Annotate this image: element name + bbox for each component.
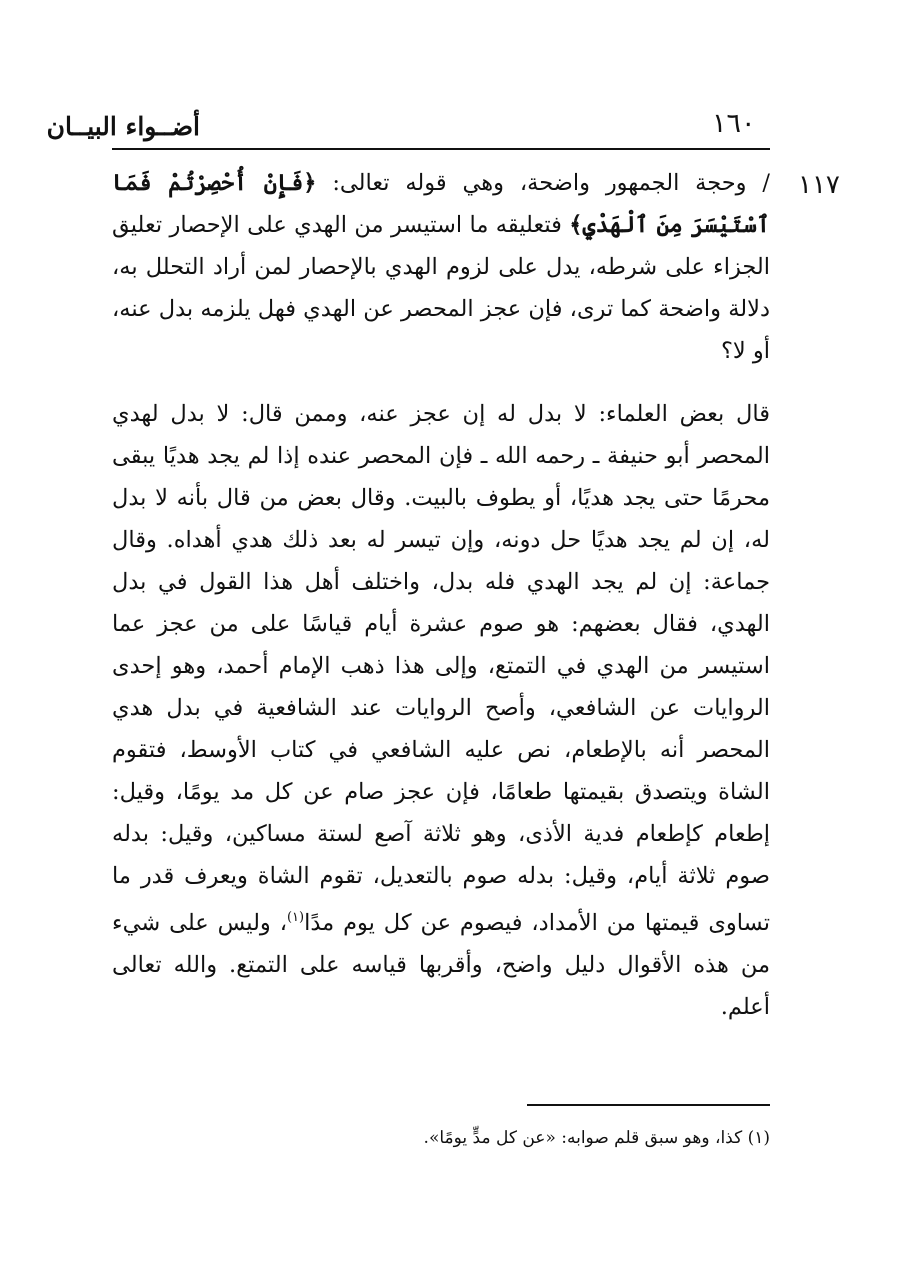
page-number: ١٦٠: [712, 108, 756, 139]
paragraph-1-rest: فتعليقه ما استيسر من الهدي على الإحصار تعليق الجزاء على شرطه، يدل على لزوم الهدي بالإحصار لمن أراد التحلل به، دلالة واضحة كما ترى، فإن عجز المحصر عن الهدي فهل يلزمه بدل عنه، أو لا؟: [112, 212, 770, 364]
running-header-title: أضــواء البيــان: [46, 112, 200, 141]
paragraph-2: [112, 393, 770, 1028]
footnote-divider: [527, 1104, 770, 1106]
quran-quote: ﴿فَإِنْ أُحْصِرْتُمْ فَمَا ٱسْتَيْسَرَ مِنَ ٱلْهَدْيِ﴾: [112, 170, 770, 238]
paragraph-2-text: قال بعض العلماء: لا بدل له إن عجز عنه، وممن قال: لا بدل لهدي المحصر أبو حنيفة ـ رحمه الله ـ فإن المحصر عنده إذا لم يجد هديًا يبقى محرمًا حتى يجد هديًا، أو يطوف بالبيت. وقال بعض من قال بأنه لا بدل له، إن لم يجد هديًا حل دونه، وإن تيسر له بعد ذلك هدي أهداه. وقال جماعة: إن لم يجد الهدي فله بدل، واختلف أهل هذا القول في بدل الهدي، فقال بعضهم: هو صوم عشرة أيام قياسًا على من عجز عما استيسر من الهدي في التمتع، وإلى هذا ذهب الإمام أحمد، وهو إحدى الروايات عن الشافعي، وأصح الروايات عند الشافعية في بدل هدي المحصر أنه بالإطعام، نص عليه الشافعي في كتاب الأوسط، فتقوم الشاة ويتصدق بقيمتها طعامًا، فإن عجز صام عن كل مد يومًا، وقيل: إطعام كإطعام فدية الأذى، وهو ثلاثة آصع لستة مساكين، وقيل: بدله صوم ثلاثة أيام، وقيل: بدله صوم بالتعديل، تقوم الشاة ويعرف قدر ما تساوى قيمتها من الأمداد، فيصوم عن كل يوم مدًا: [112, 401, 770, 936]
footnote-marker[interactable]: (١): [286, 910, 305, 925]
paragraph-2-text-after: ، وليس على شيء من هذه الأقوال دليل واضح، وأقربها قياسه على التمتع. والله تعالى أعلم.: [112, 910, 770, 1020]
margin-page-reference: ١١٧: [798, 170, 840, 200]
footnote: (١) كذا، وهو سبق قلم صوابه: «عن كل مدٍّ يومًا».: [423, 1128, 770, 1148]
paragraph-1-lead: / وحجة الجمهور واضحة، وهي قوله تعالى:: [316, 170, 770, 196]
paragraph-1: [112, 162, 770, 372]
header-divider: [112, 148, 770, 150]
